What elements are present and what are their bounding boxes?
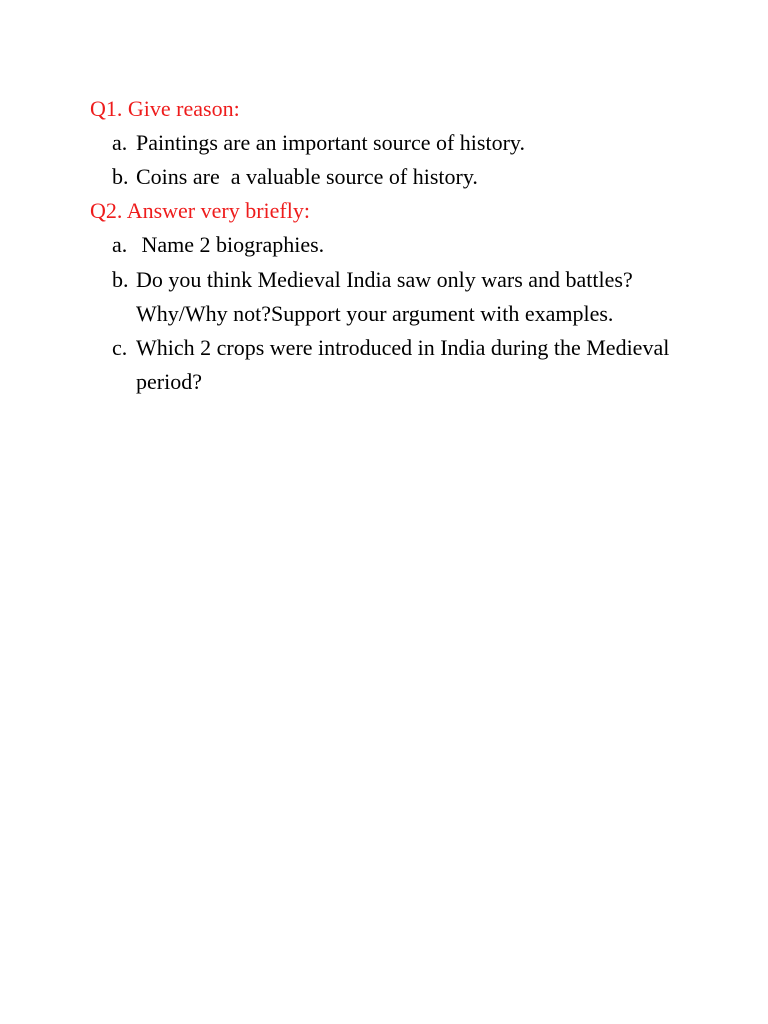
list-item-text: Coins are a valuable source of history. [136,164,478,190]
list-marker: a. [112,130,128,155]
question-2-number: Q2. [90,198,123,224]
list-item-text: Do you think Medieval India saw only wars and battles? Why/Why not?Support your argument with examples. [136,266,638,326]
list-item-text: Which 2 crops were introduced in India during the Medieval period? [136,335,675,395]
list-marker: a. [112,232,128,258]
question-1-number: Q1. [90,96,123,121]
list-item-text: Paintings are an important source of history. [136,130,525,155]
question-2-item-b [0,263,768,331]
question-2-title: Answer very briefly: [126,198,310,224]
list-marker: b. [112,266,129,292]
question-1-item-a [0,126,768,160]
list-item-text: Name 2 biographies. [136,232,325,258]
question-1-item-b [0,160,768,194]
question-2-heading [0,194,768,228]
question-2-item-c [0,331,768,399]
list-marker: b. [112,164,129,190]
question-1-title: Give reason: [127,96,240,121]
question-2-item-a [0,228,768,262]
question-1-heading [0,92,768,126]
list-marker: c. [112,335,128,361]
page-content [0,92,768,399]
